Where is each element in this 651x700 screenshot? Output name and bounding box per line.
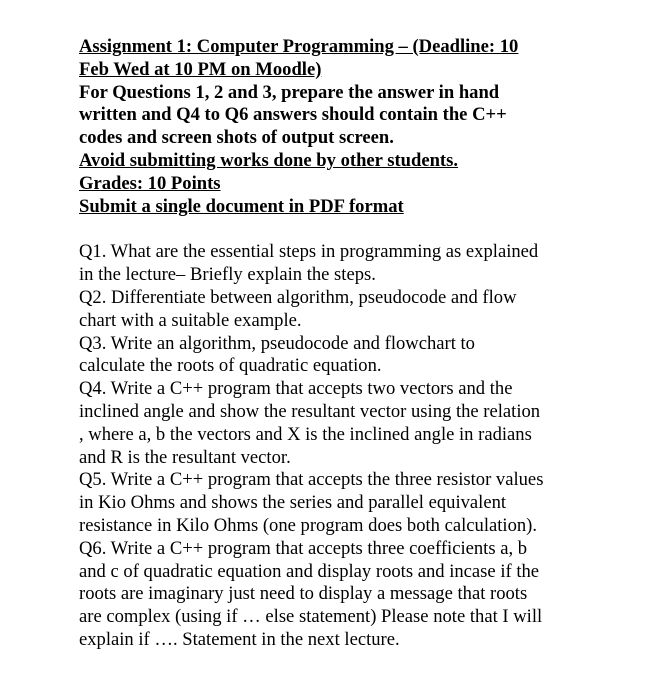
- question-6: [79, 538, 599, 652]
- question-6-line-1: Q6. Write a C++ program that accepts three coefficients a, b: [79, 537, 528, 559]
- assignment-document: [79, 36, 599, 652]
- question-6-line-2: and c of quadratic equation and display roots and incase if the: [79, 560, 540, 582]
- question-2: [79, 287, 599, 333]
- question-5-line-3: resistance in Kilo Ohms (one program does both calculation).: [79, 514, 538, 536]
- question-4-line-3: , where a, b the vectors and X is the inclined angle in radians: [79, 423, 532, 445]
- question-4-line-1: Q4. Write a C++ program that accepts two vectors and the: [79, 378, 513, 400]
- instructions-line-1: For Questions 1, 2 and 3, prepare the answer in hand: [79, 81, 500, 103]
- question-1-line-1: Q1. What are the essential steps in programming as explained: [79, 241, 539, 263]
- question-2-line-2: chart with a suitable example.: [79, 309, 302, 331]
- question-6-line-5: explain if …. Statement in the next lecture.: [79, 628, 400, 650]
- grades-info: Grades: 10 Points: [79, 172, 221, 194]
- assignment-title-line-2: Feb Wed at 10 PM on Moodle): [79, 58, 322, 80]
- question-4-line-2: inclined angle and show the resultant vector using the relation: [79, 400, 541, 422]
- question-1: [79, 241, 599, 287]
- instructions-line-2: written and Q4 to Q6 answers should contain the C++: [79, 104, 507, 126]
- question-5-line-2: in Kio Ohms and shows the series and parallel equivalent: [79, 492, 507, 514]
- question-4: [79, 378, 599, 469]
- question-2-line-1: Q2. Differentiate between algorithm, pseudocode and flow: [79, 286, 517, 308]
- assignment-title-line-1: Assignment 1: Computer Programming – (Deadline: 10: [79, 36, 519, 57]
- question-5-line-1: Q5. Write a C++ program that accepts the three resistor values: [79, 469, 544, 491]
- questions-list: [79, 241, 599, 651]
- question-5: [79, 469, 599, 537]
- question-6-line-3: roots are imaginary just need to display a message that roots: [79, 583, 528, 605]
- plagiarism-warning: Avoid submitting works done by other students.: [79, 149, 459, 171]
- submission-format: Submit a single document in PDF format: [79, 195, 404, 217]
- question-1-line-2: in the lecture– Briefly explain the steps.: [79, 264, 376, 286]
- section-spacer: [79, 218, 599, 241]
- question-3-line-2: calculate the roots of quadratic equation.: [79, 355, 382, 377]
- question-3: [79, 333, 599, 379]
- question-6-line-4: are complex (using if … else statement) Please note that I will: [79, 606, 543, 628]
- instructions-line-3: codes and screen shots of output screen.: [79, 127, 394, 149]
- question-3-line-1: Q3. Write an algorithm, pseudocode and flowchart to: [79, 332, 475, 354]
- question-4-line-4: and R is the resultant vector.: [79, 446, 291, 468]
- assignment-header: [79, 36, 599, 218]
